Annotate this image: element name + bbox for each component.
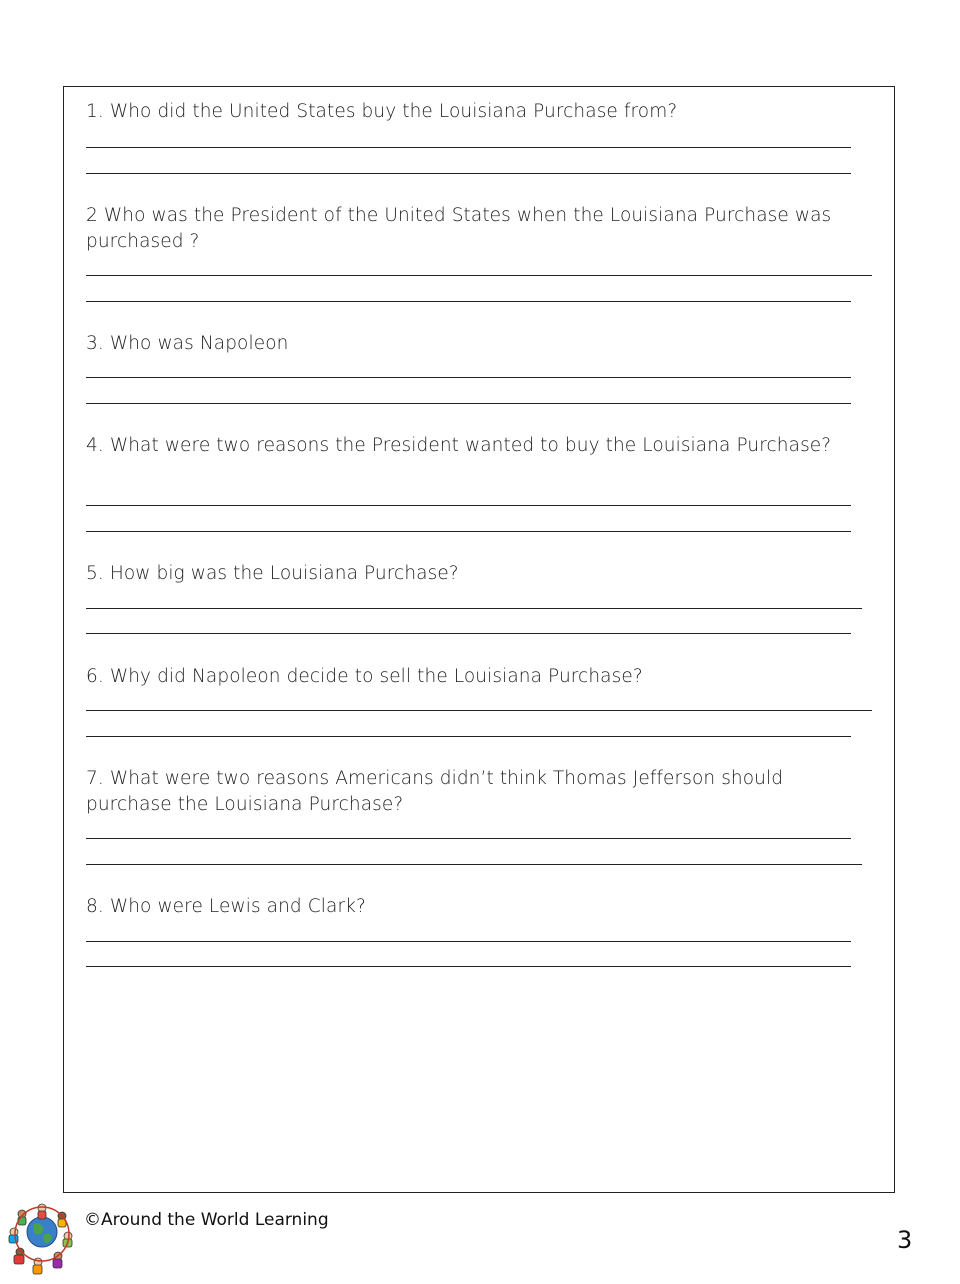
answer-line-3b[interactable] xyxy=(86,403,851,404)
answer-line-7b[interactable] xyxy=(86,864,862,865)
answer-line-2a[interactable] xyxy=(86,275,872,276)
copyright-text: ©Around the World Learning xyxy=(84,1210,329,1230)
question-6: 6. Why did Napoleon decide to sell the Louisiana Purchase? xyxy=(86,666,643,687)
answer-line-3a[interactable] xyxy=(86,377,851,378)
answer-line-6b[interactable] xyxy=(86,736,851,737)
question-4: 4. What were two reasons the President wanted to buy the Louisiana Purchase? xyxy=(86,435,832,456)
page-number: 3 xyxy=(897,1226,913,1254)
answer-line-4b[interactable] xyxy=(86,531,851,532)
answer-line-7a[interactable] xyxy=(86,838,851,839)
answer-line-8b[interactable] xyxy=(86,966,851,967)
answer-line-5a[interactable] xyxy=(86,608,862,609)
question-8: 8. Who were Lewis and Clark? xyxy=(86,896,366,917)
answer-line-1b[interactable] xyxy=(86,173,851,174)
answer-line-5b[interactable] xyxy=(86,633,851,634)
question-7: 7. What were two reasons Americans didn’t think Thomas Jefferson should purchase the Louisiana Purchase? xyxy=(86,768,784,815)
answer-line-2b[interactable] xyxy=(86,301,851,302)
children-around-globe-logo-icon xyxy=(0,1196,84,1280)
question-1: 1. Who did the United States buy the Louisiana Purchase from? xyxy=(86,101,678,122)
question-5: 5. How big was the Louisiana Purchase? xyxy=(86,563,459,584)
answer-line-1a[interactable] xyxy=(86,147,851,148)
question-3: 3. Who was Napoleon xyxy=(86,333,289,354)
answer-line-4a[interactable] xyxy=(86,505,851,506)
answer-line-8a[interactable] xyxy=(86,941,851,942)
question-2: 2 Who was the President of the United States when the Louisiana Purchase was purchased ? xyxy=(86,205,832,252)
answer-line-6a[interactable] xyxy=(86,710,872,711)
